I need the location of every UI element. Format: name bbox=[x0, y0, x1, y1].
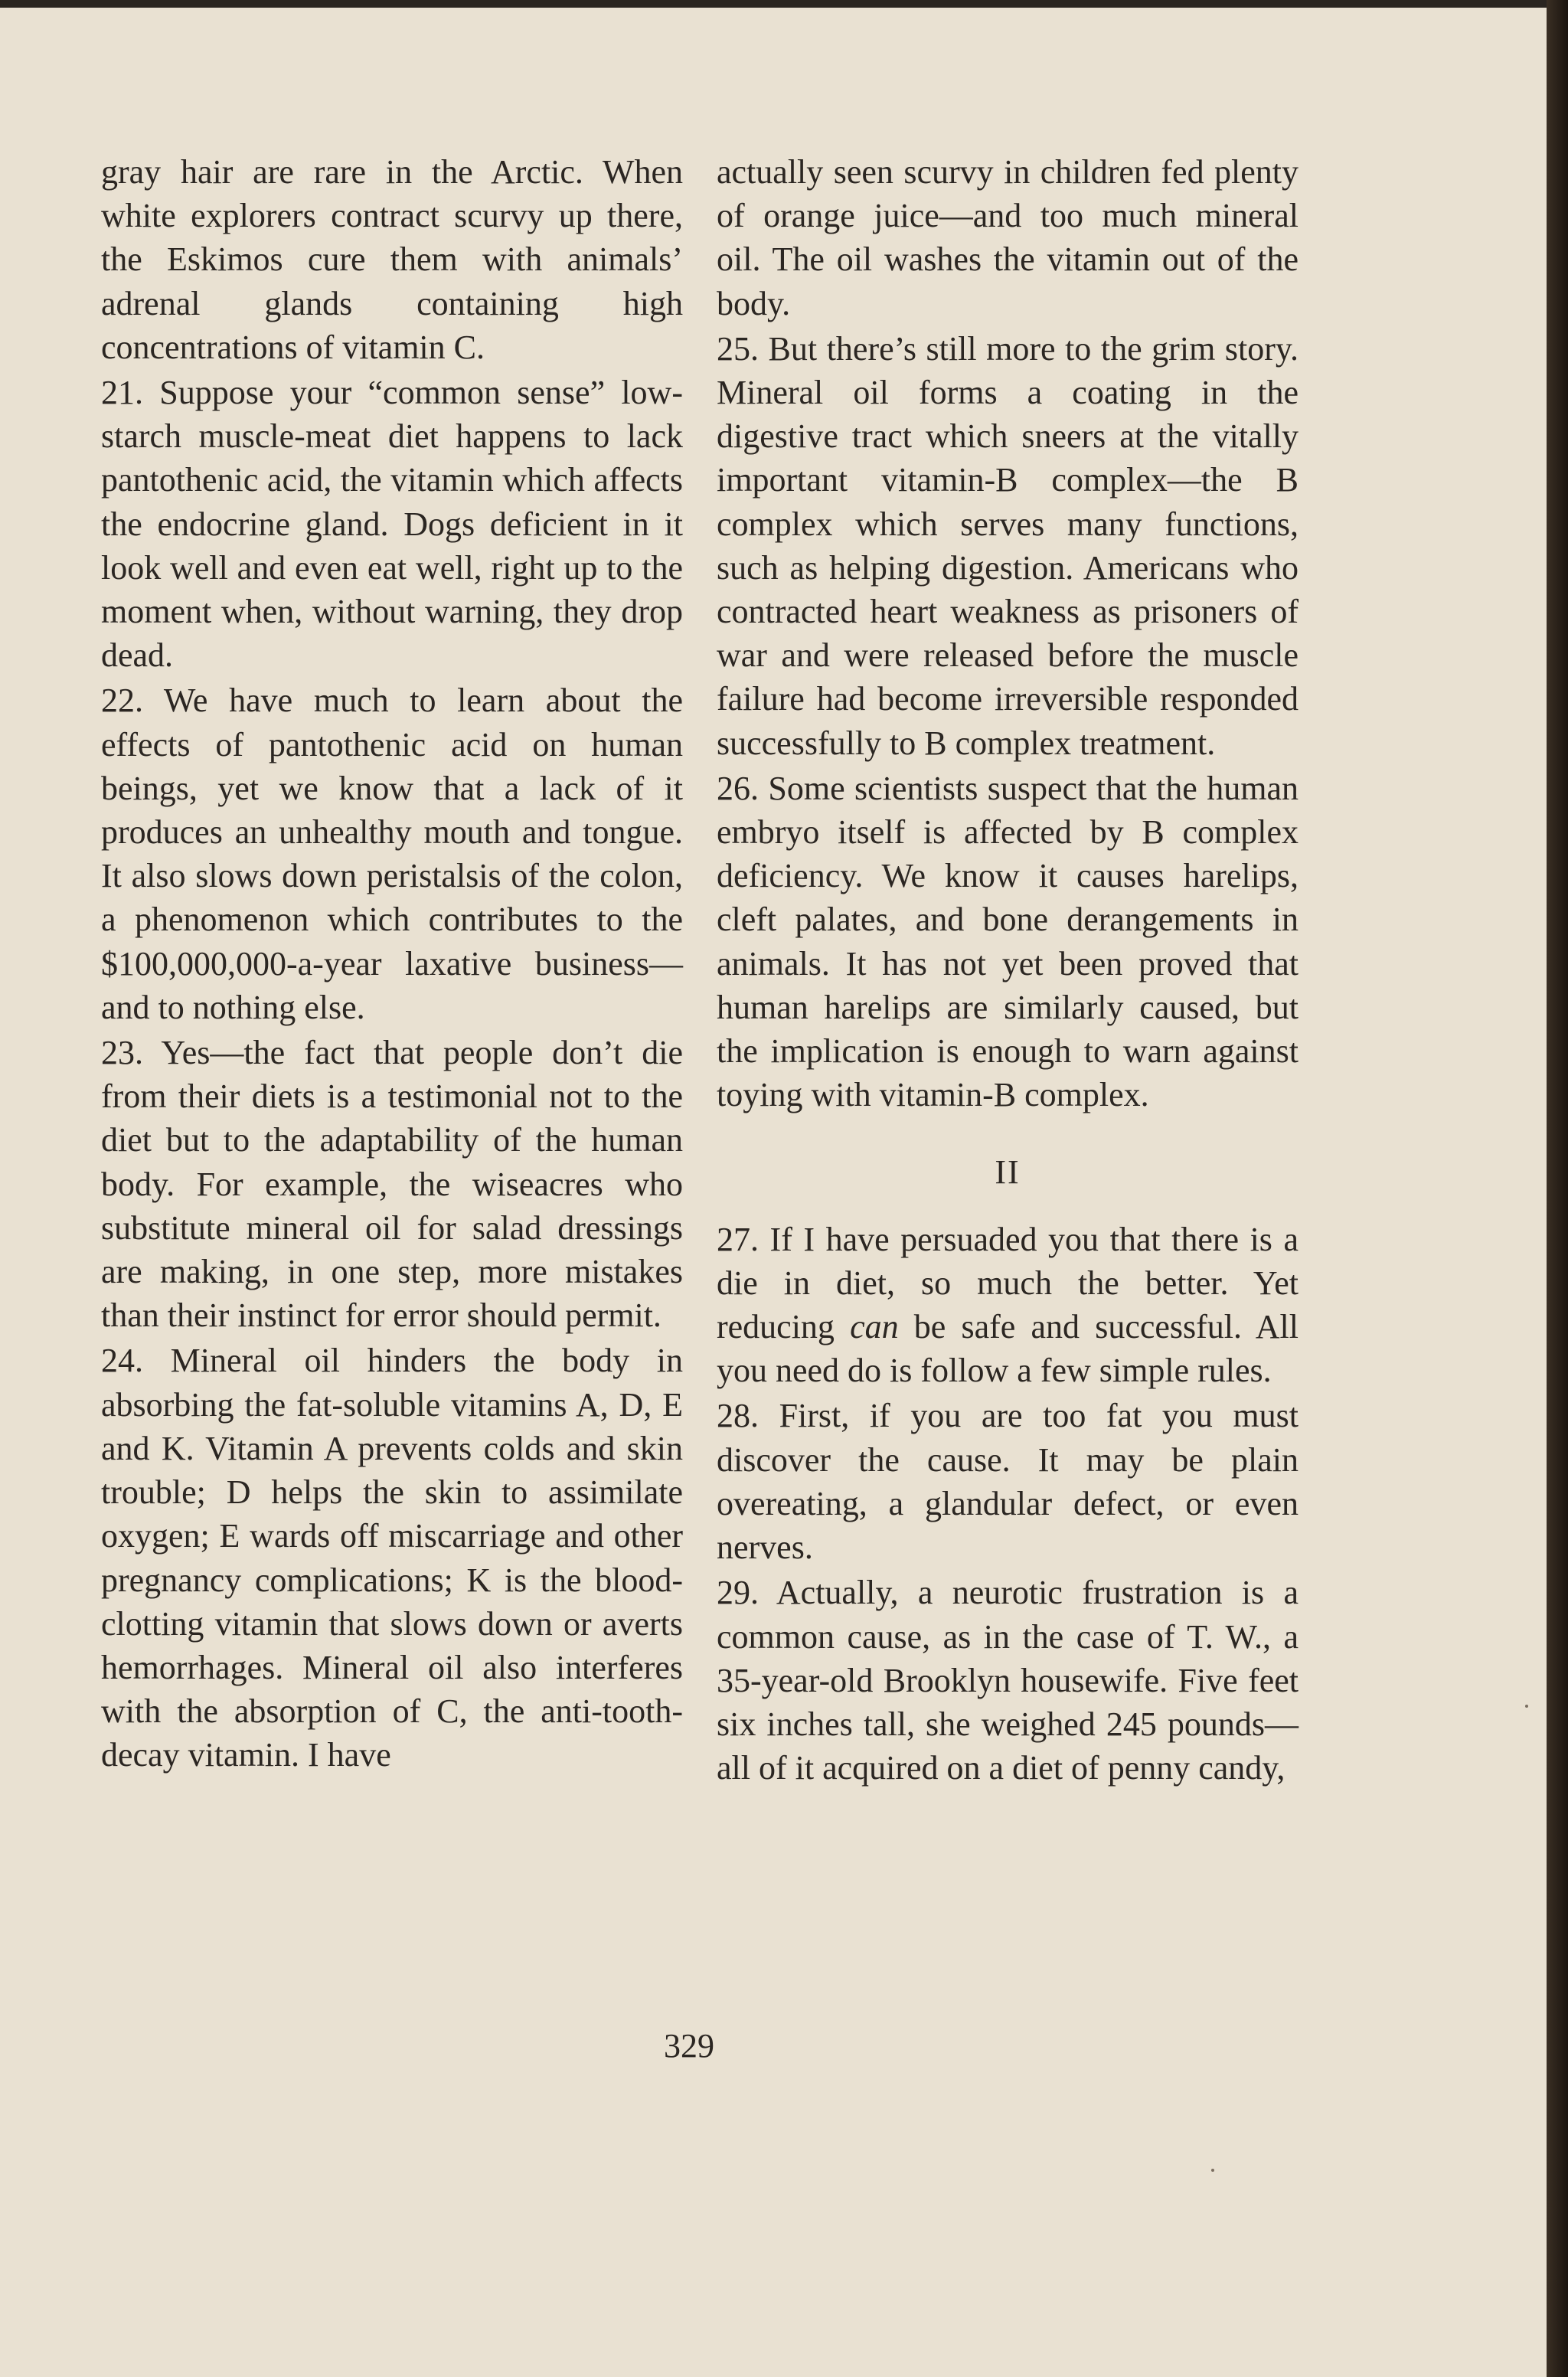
book-binding-edge bbox=[1547, 0, 1568, 2377]
paragraph-26: 26. Some scientists suspect that the human embryo itself is affected by B complex deficiency. We know it causes harelips, cleft palates, and bone derangements in animals. It has not yet been proved that human harelips are similarly caused, but the implication is enough to warn against toying with vitamin-B complex. bbox=[717, 769, 1298, 1114]
paragraph-27-text-start: 27. If I have persuaded you that there is a die in diet, so much the better. Yet reducing bbox=[717, 1220, 1298, 1346]
paragraph-arctic: gray hair are rare in the Arctic. When white explorers contract scurvy up there, the Eskimos cure them with animals’ adrenal glands containing high concentrations of vitamin C. bbox=[101, 153, 683, 366]
paragraph-23: 23. Yes—the fact that people don’t die from their diets is a testimonial not to the diet but to the adaptability of the human body. For example, the wiseacres who substitute mineral oil for salad dressings are making, in one step, more mistakes than their instinct for error should permit. bbox=[101, 1034, 683, 1335]
paragraph-27 bbox=[717, 1218, 1298, 1393]
right-column bbox=[717, 150, 1298, 1791]
paragraph-22: 22. We have much to learn about the effects of pantothenic acid on human beings, yet we know that a lack of it produces an unhealthy mouth and tongue. It also slows down peristalsis of the colon, a phenomenon which contributes to the $100,000,000-a-year laxative business—and to nothing else. bbox=[101, 682, 683, 1026]
paragraph-28: 28. First, if you are too fat you must discover the cause. It may be plain overeating, a glandular defect, or even nerves. bbox=[717, 1397, 1298, 1567]
paragraph-25: 25. But there’s still more to the grim story. Mineral oil forms a coating in the digestive tract which sneers at the vitally important vitamin-B complex—the B complex which serves many functions, such as helping digestion. Americans who contracted heart weakness as prisoners of war and were released before the muscle failure had become irreversible responded successfully to B complex treatment. bbox=[717, 329, 1298, 762]
page-number: 329 bbox=[664, 2027, 714, 2065]
paragraph-29: 29. Actually, a neurotic frustration is a common cause, as in the case of T. W., a 35-year-old Brooklyn housewife. Five feet six inches tall, she weighed 245 pounds—all of it acquired on a diet of penny candy, bbox=[717, 1574, 1298, 1787]
paper-speck bbox=[1211, 2169, 1214, 2172]
paper-speck bbox=[1525, 1705, 1528, 1708]
paragraph-scurvy-continued: actually seen scurvy in children fed plenty of orange juice—and too much mineral oil. The oil washes the vitamin out of the body. bbox=[717, 153, 1298, 322]
paragraph-21: 21. Suppose your “common sense” low-starch muscle-meat diet happens to lack pantothenic acid, the vitamin which affects the endocrine gland. Dogs deficient in it look well and even eat well, right up to the moment when, without warning, they drop dead. bbox=[101, 374, 683, 675]
emphasis-can: can bbox=[850, 1308, 899, 1346]
paragraph-27-text-end: be safe and successful. All you need do is follow a few simple rules. bbox=[717, 1308, 1298, 1390]
paragraph-24: 24. Mineral oil hinders the body in absorbing the fat-soluble vitamins A, D, E and K. Vitamin A prevents colds and skin trouble; D helps the skin to assimilate oxygen; E wards off miscarriage and other pregnancy complications; K is the blood-clotting vitamin that slows down or averts hemorrhages. Mineral oil also interferes with the absorption of C, the anti-tooth-decay vitamin. I have bbox=[101, 1342, 683, 1774]
section-heading: II bbox=[995, 1153, 1021, 1192]
left-column bbox=[101, 150, 683, 1779]
